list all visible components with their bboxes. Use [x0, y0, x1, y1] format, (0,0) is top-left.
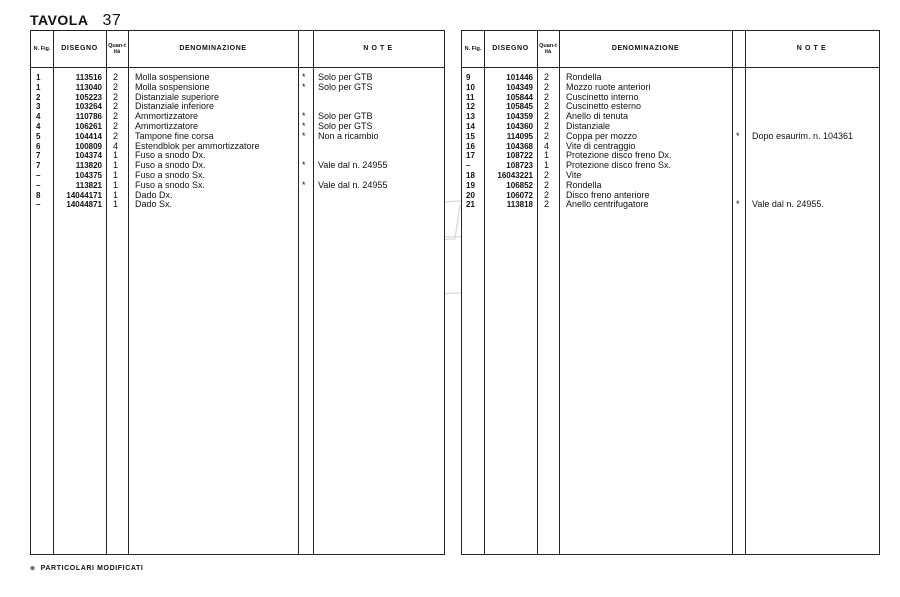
quantita-cell: 1: [113, 179, 119, 190]
note-cell: Solo per GTB: [318, 111, 373, 122]
title-label: TAVOLA: [30, 12, 89, 28]
quantita-cell: 1: [113, 189, 119, 200]
quantita-cell: 2: [113, 81, 119, 92]
quantita-cell: 1: [544, 160, 550, 171]
header-denominazione: DENOMINAZIONE: [179, 45, 247, 52]
note-cell: Dopo esaurim. n. 104361: [752, 130, 854, 141]
disegno-cell: 108722: [506, 151, 533, 161]
note-cell: Vale dal n. 24955: [318, 179, 388, 190]
denominazione-cell: Protezione disco freno Dx.: [566, 150, 672, 161]
fig-cell: 10: [466, 82, 475, 92]
note-cell: Solo per GTS: [318, 81, 373, 92]
note-marker-cell: *: [302, 111, 306, 122]
quantita-cell: 1: [113, 199, 119, 210]
table-row: [462, 132, 879, 142]
denominazione-cell: Cuscinetto interno: [566, 91, 639, 102]
disegno-cell: 106072: [506, 190, 533, 200]
header-fig: N. Fig.: [33, 46, 51, 52]
table-row: [462, 83, 879, 93]
denominazione-cell: Vite di centraggio: [566, 140, 636, 151]
note-marker-cell: *: [302, 130, 306, 141]
quantita-cell: 4: [544, 140, 550, 151]
denominazione-cell: Anello di tenuta: [566, 111, 629, 122]
quantita-cell: 2: [544, 179, 550, 190]
disegno-cell: 113040: [75, 82, 102, 92]
fig-cell: 4: [36, 112, 41, 122]
note-marker-cell: *: [736, 199, 740, 210]
denominazione-cell: Fuso a snodo Dx.: [135, 150, 206, 161]
table-row: [462, 200, 879, 210]
disegno-cell: 104375: [75, 170, 102, 180]
quantita-cell: 2: [544, 101, 550, 112]
disegno-cell: 104414: [75, 131, 102, 141]
fig-cell: –: [36, 180, 41, 190]
disegno-cell: 104374: [75, 151, 102, 161]
fig-cell: 16: [466, 141, 475, 151]
denominazione-cell: Molla sospensione: [135, 72, 210, 82]
table-row: [462, 102, 879, 112]
fig-cell: 18: [466, 170, 475, 180]
disegno-cell: 108723: [506, 161, 533, 171]
denominazione-cell: Fuso a snodo Dx.: [135, 160, 206, 171]
note-cell: Non a ricambio: [318, 130, 379, 141]
fig-cell: 1: [36, 82, 41, 92]
table-row: [31, 161, 444, 171]
header-disegno: DISEGNO: [492, 45, 529, 52]
table-row: [31, 122, 444, 132]
table-row: [462, 161, 879, 171]
table-row: [31, 93, 444, 103]
denominazione-cell: Dado Sx.: [135, 199, 173, 210]
table-number: 37: [102, 12, 122, 29]
table-row: [462, 181, 879, 191]
table-row: [31, 142, 444, 152]
fig-cell: 14: [466, 121, 475, 131]
quantita-cell: 2: [113, 130, 119, 141]
disegno-cell: 114095: [506, 131, 533, 141]
right-rows: [462, 73, 879, 210]
disegno-cell: 113821: [75, 180, 102, 190]
fig-cell: 4: [36, 121, 41, 131]
fig-cell: 1: [36, 73, 41, 82]
fig-cell: 5: [36, 131, 41, 141]
quantita-cell: 4: [113, 140, 119, 151]
header-quantita: Quan-tità: [539, 43, 557, 55]
disegno-cell: 101446: [506, 73, 533, 82]
denominazione-cell: Distanziale: [566, 120, 611, 131]
table-row: [31, 200, 444, 210]
quantita-cell: 2: [544, 189, 550, 200]
fig-cell: 17: [466, 151, 475, 161]
disegno-cell: 105844: [506, 92, 533, 102]
denominazione-cell: Coppa per mozzo: [566, 130, 638, 141]
quantita-cell: 1: [113, 169, 119, 180]
note-marker-cell: *: [302, 120, 306, 131]
fig-cell: 20: [466, 190, 475, 200]
fig-cell: 2: [36, 92, 41, 102]
quantita-cell: 2: [544, 130, 550, 141]
denominazione-cell: Estendblok per ammortizzatore: [135, 140, 260, 151]
denominazione-cell: Ammortizzatore: [135, 111, 199, 122]
disegno-cell: 14044871: [66, 200, 102, 210]
fig-cell: 19: [466, 180, 475, 190]
fig-cell: 12: [466, 102, 475, 112]
left-rows: [31, 73, 444, 210]
disegno-cell: 106261: [75, 121, 102, 131]
header-fig: N. Fig.: [464, 46, 482, 52]
fig-cell: –: [466, 161, 471, 171]
quantita-cell: 2: [113, 120, 119, 131]
fig-cell: 11: [466, 92, 475, 102]
header-disegno: DISEGNO: [61, 45, 98, 52]
footer-text: PARTICOLARI MODIFICATI: [40, 565, 144, 572]
header-note: N O T E: [363, 45, 393, 52]
modified-marker-icon: ⊗: [30, 566, 36, 572]
disegno-cell: 104349: [506, 82, 533, 92]
table-row: [31, 181, 444, 191]
note-marker-cell: *: [302, 179, 306, 190]
disegno-cell: 113516: [75, 73, 102, 82]
fig-cell: 15: [466, 131, 475, 141]
disegno-cell: 103264: [75, 102, 102, 112]
table-row: [31, 102, 444, 112]
denominazione-cell: Disco freno anteriore: [566, 189, 650, 200]
note-cell: Solo per GTB: [318, 72, 373, 82]
quantita-cell: 1: [544, 150, 550, 161]
table-row: [462, 93, 879, 103]
note-cell: Vale dal n. 24955.: [752, 199, 824, 210]
fig-cell: 3: [36, 102, 41, 112]
disegno-cell: 104359: [506, 112, 533, 122]
table-row: [462, 112, 879, 122]
disegno-cell: 113820: [75, 161, 102, 171]
quantita-cell: 2: [113, 91, 119, 102]
quantita-cell: 2: [544, 199, 550, 210]
page-title: [30, 12, 121, 30]
denominazione-cell: Protezione disco freno Sx.: [566, 160, 672, 171]
note-marker-cell: *: [736, 130, 740, 141]
fig-cell: 8: [36, 190, 41, 200]
denominazione-cell: Dado Dx.: [135, 189, 173, 200]
table-row: [31, 191, 444, 201]
denominazione-cell: Cuscinetto esterno: [566, 101, 642, 112]
quantita-cell: 2: [544, 72, 550, 82]
fig-cell: –: [36, 200, 41, 210]
fig-cell: 7: [36, 151, 41, 161]
footer-legend: [30, 565, 143, 572]
denominazione-cell: Fuso a snodo Sx.: [135, 169, 206, 180]
denominazione-cell: Tampone fine corsa: [135, 130, 214, 141]
table-row: [31, 112, 444, 122]
quantita-cell: 2: [113, 111, 119, 122]
header-note: N O T E: [796, 45, 827, 52]
disegno-cell: 105845: [506, 102, 533, 112]
disegno-cell: 104360: [506, 121, 533, 131]
header-quantita: Quan-tità: [108, 43, 126, 55]
quantita-cell: 2: [544, 120, 550, 131]
denominazione-cell: Distanziale superiore: [135, 91, 220, 102]
quantita-cell: 2: [113, 72, 119, 82]
quantita-cell: 1: [113, 160, 119, 171]
table-row: [462, 171, 879, 181]
disegno-cell: 100809: [75, 141, 102, 151]
denominazione-cell: Ammortizzatore: [135, 120, 199, 131]
disegno-cell: 16043221: [497, 170, 533, 180]
quantita-cell: 2: [544, 111, 550, 122]
note-marker-cell: *: [302, 72, 306, 82]
quantita-cell: 2: [544, 169, 550, 180]
denominazione-cell: Rondella: [566, 179, 602, 190]
table-row: [31, 83, 444, 93]
table-row: [462, 73, 879, 83]
disegno-cell: 113818: [506, 200, 533, 210]
disegno-cell: 14044171: [66, 190, 102, 200]
table-row: [31, 73, 444, 83]
note-cell: Vale dal n. 24955: [318, 160, 388, 171]
header-denominazione: DENOMINAZIONE: [611, 45, 680, 52]
note-marker-cell: *: [302, 160, 306, 171]
quantita-cell: 2: [544, 91, 550, 102]
denominazione-cell: Molla sospensione: [135, 81, 210, 92]
fig-cell: –: [36, 170, 41, 180]
quantita-cell: 2: [113, 101, 119, 112]
denominazione-cell: Mozzo ruote anteriori: [566, 81, 651, 92]
disegno-cell: 104368: [506, 141, 533, 151]
quantita-cell: 2: [544, 81, 550, 92]
disegno-cell: 106852: [506, 180, 533, 190]
denominazione-cell: Distanziale inferiore: [135, 101, 215, 112]
note-cell: Solo per GTS: [318, 120, 373, 131]
fig-cell: 21: [466, 200, 475, 210]
quantita-cell: 1: [113, 150, 119, 161]
denominazione-cell: Rondella: [566, 72, 602, 82]
fig-cell: 13: [466, 112, 475, 122]
disegno-cell: 105223: [75, 92, 102, 102]
parts-table-right: [461, 30, 880, 555]
note-marker-cell: *: [302, 81, 306, 92]
denominazione-cell: Fuso a snodo Sx.: [135, 179, 206, 190]
fig-cell: 7: [36, 161, 41, 171]
disegno-cell: 110786: [75, 112, 102, 122]
fig-cell: 9: [466, 73, 471, 82]
denominazione-cell: Vite: [566, 169, 582, 180]
fig-cell: 6: [36, 141, 41, 151]
parts-table-left: [30, 30, 445, 555]
denominazione-cell: Anello centrifugatore: [566, 199, 649, 210]
